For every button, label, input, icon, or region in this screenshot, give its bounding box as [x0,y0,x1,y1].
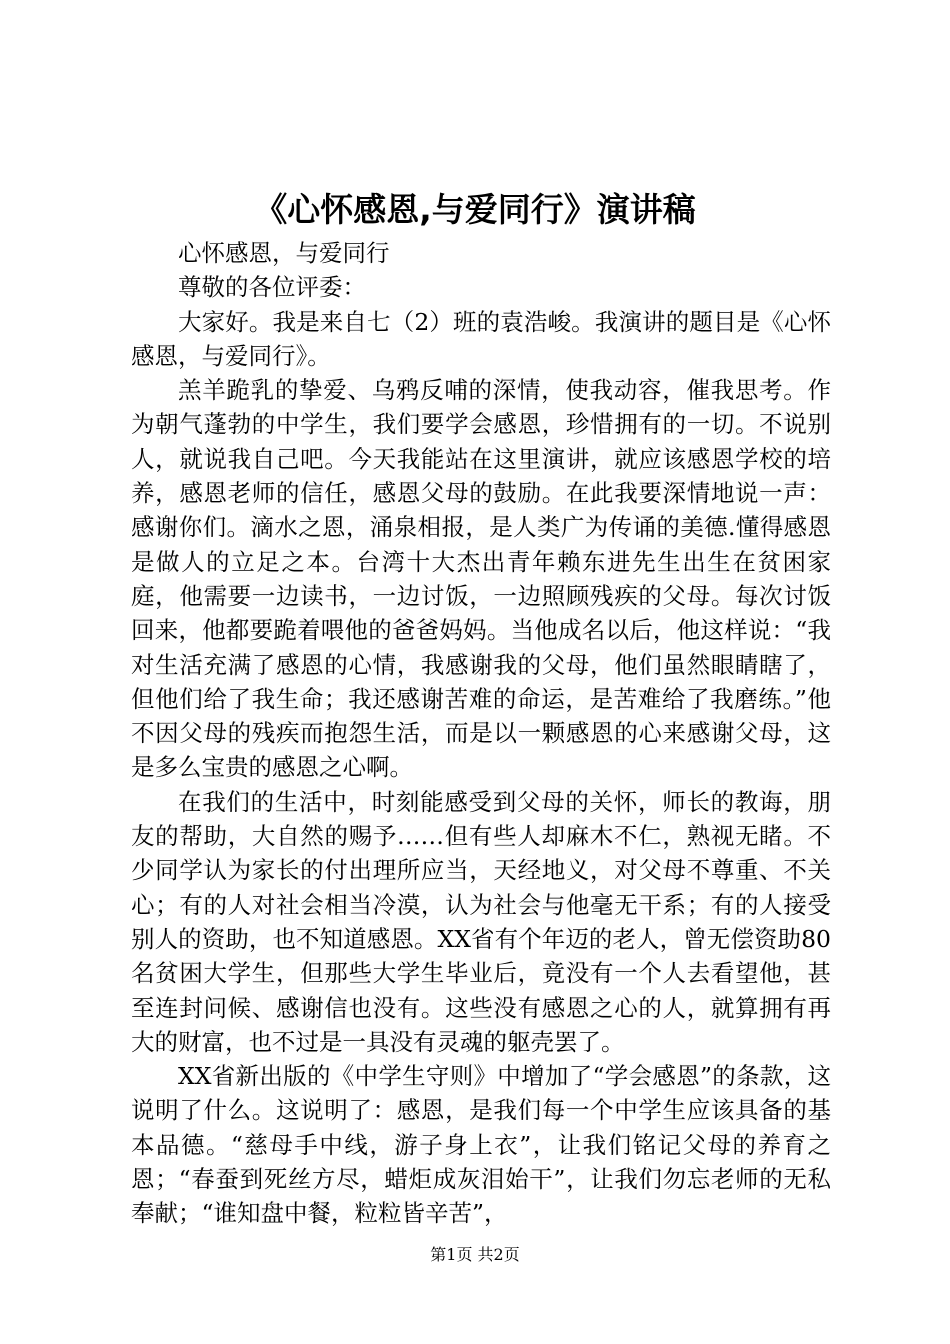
document-title: 《心怀感恩,与爱同行》演讲稿 [254,190,696,229]
salutation: 尊敬的各位评委： [178,273,366,302]
page-footer: 第1页 共2页 [430,1245,520,1264]
paragraph: 大家好。我是来自七（2）班的袁浩峻。我演讲的题目是《心怀感恩，与爱同行》。 [131,307,831,370]
paragraph: 在我们的生活中，时刻能感受到父母的关怀，师长的教诲，朋友的帮助，大自然的赐予……但有些人却麻木不仁，熟视无睹。不少同学认为家长的付出理所应当，天经地义，对父母不尊重、不关心；有的人对社会相当冷漠，认为社会与他毫无干系；有的人接受别人的资助，也不知道感恩。XX省有个年迈的老人，曾无偿资助80名贫困大学生，但那些大学生毕业后，竟没有一个人去看望他，甚至连封问候、感谢信也没有。这些没有感恩之心的人，就算拥有再大的财富，也不过是一具没有灵魂的躯壳罢了。 [131,787,831,1056]
speech-subtitle: 心怀感恩，与爱同行 [178,239,390,267]
paragraph: 羔羊跪乳的挚爱、乌鸦反哺的深情，使我动容，催我思考。作为朝气蓬勃的中学生，我们要学会感恩，珍惜拥有的一切。不说别人，就说我自己吧。今天我能站在这里演讲，就应该感恩学校的培养，感恩老师的信任，感恩父母的鼓励。在此我要深情地说一声：感谢你们。滴水之恩，涌泉相报，是人类广为传诵的美德.懂得感恩是做人的立足之本。台湾十大杰出青年赖东进先生出生在贫困家庭，他需要一边读书，一边讨饭，一边照顾残疾的父母。每次讨饭回来，他都要跪着喂他的爸爸妈妈。当他成名以后，他这样说：“我对生活充满了感恩的心情，我感谢我的父母，他们虽然眼睛瞎了，但他们给了我生命；我还感谢苦难的命运，是苦难给了我磨练。”他不因父母的残疾而抱怨生活，而是以一颗感恩的心来感谢父母，这是多么宝贵的感恩之心啊。 [131,376,831,782]
paragraph: XX省新出版的《中学生守则》中增加了“学会感恩”的条款，这说明了什么。这说明了：感恩，是我们每一个中学生应该具备的基本品德。“慈母手中线，游子身上衣”，让我们铭记父母的养育之恩；“春蚕到死丝方尽，蜡炬成灰泪始干”，让我们勿忘老师的无私奉献；“谁知盘中餐，粒粒皆辛苦”， [131,1062,831,1228]
document-body [131,236,831,1231]
